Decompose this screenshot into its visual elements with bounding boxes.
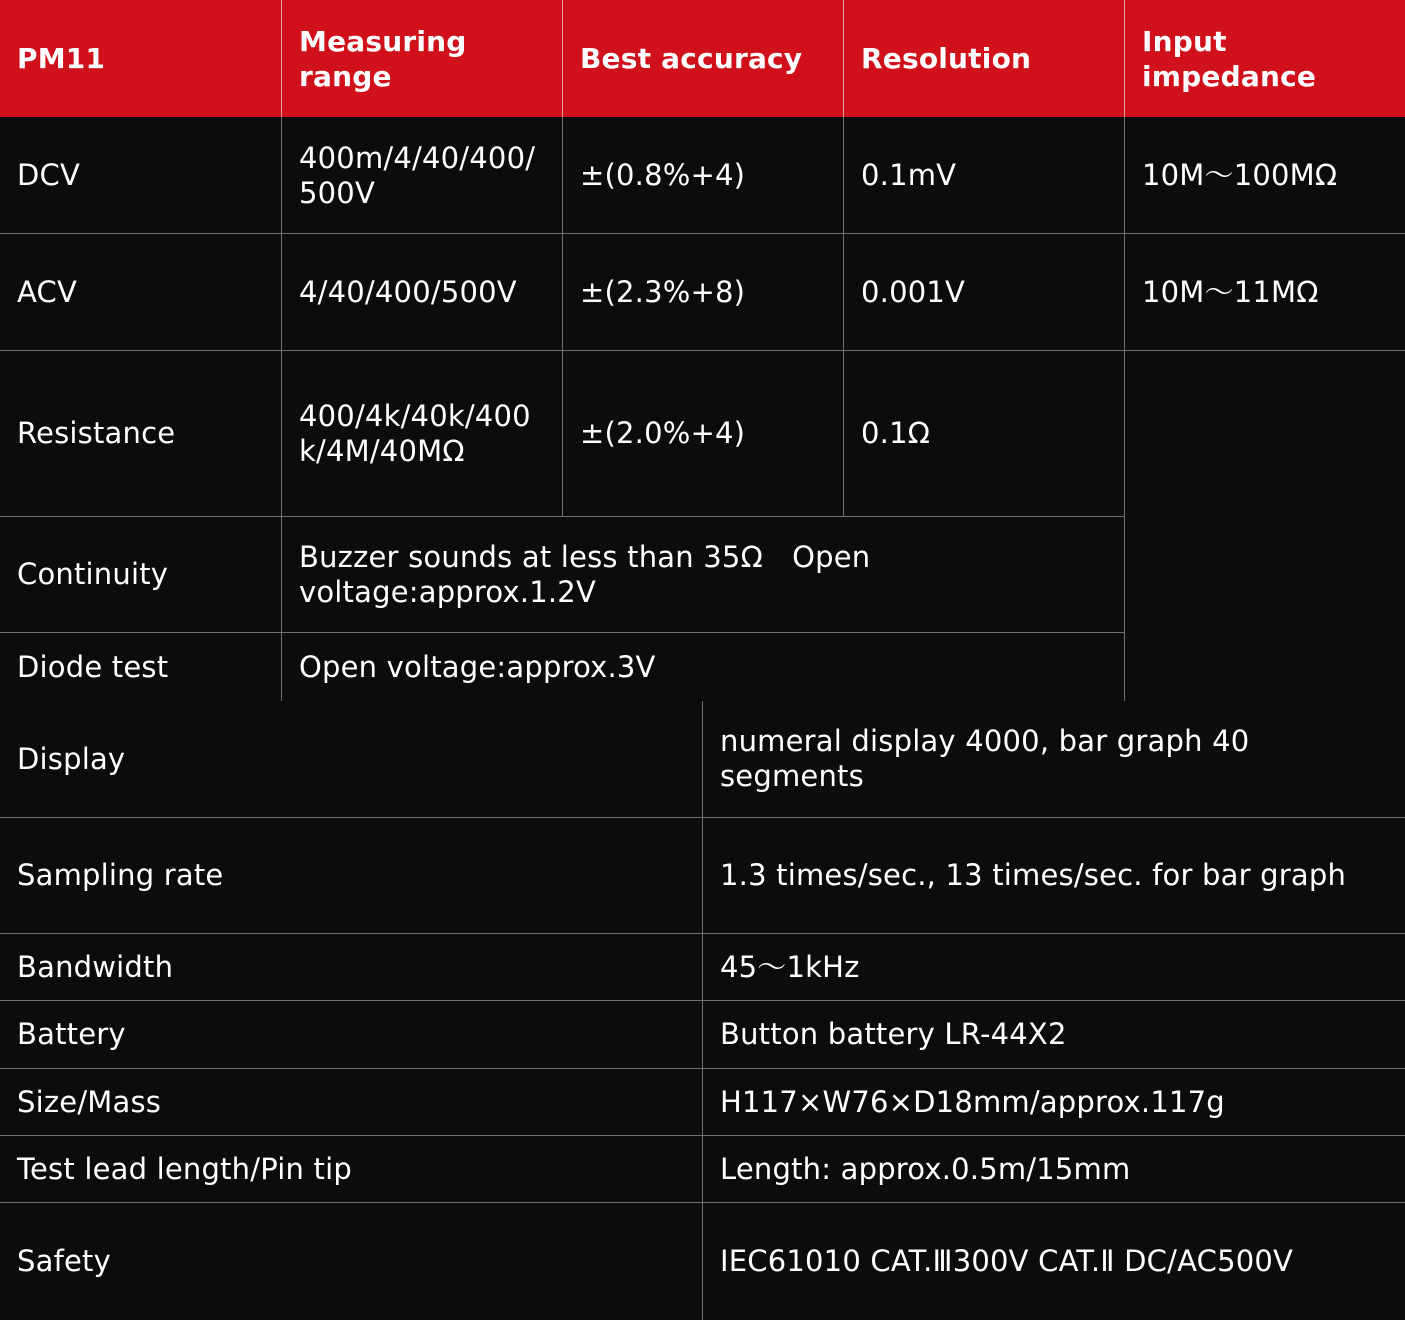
resistance-resolution: 0.1Ω (844, 351, 1125, 517)
header-resolution: Resolution (844, 0, 1125, 118)
function-name-dcv: DCV (0, 118, 282, 234)
continuity-spec: Buzzer sounds at less than 35Ω Open voltage:approx.1.2V (282, 517, 1125, 633)
header-input-impedance: Input impedance (1125, 0, 1405, 118)
spec-label-display: Display (0, 701, 703, 818)
diode-test-spec: Open voltage:approx.3V (282, 633, 1125, 701)
dcv-range: 400m/4/40/400/ 500V (282, 118, 563, 234)
spec-label-test-lead: Test lead length/Pin tip (0, 1136, 703, 1203)
acv-resolution: 0.001V (844, 234, 1125, 351)
spec-value-bandwidth: 45～1kHz (703, 934, 1405, 1001)
dcv-impedance: 10M～100MΩ (1125, 118, 1405, 234)
function-name-acv: ACV (0, 234, 282, 351)
function-name-diode-test: Diode test (0, 633, 282, 701)
impedance-empty-area (1125, 351, 1405, 701)
acv-impedance: 10M～11MΩ (1125, 234, 1405, 351)
spec-value-battery: Button battery LR-44X2 (703, 1001, 1405, 1069)
spec-value-test-lead: Length: approx.0.5m/15mm (703, 1136, 1405, 1203)
spec-value-display: numeral display 4000, bar graph 40 segments (703, 701, 1405, 818)
acv-range: 4/40/400/500V (282, 234, 563, 351)
dcv-accuracy: ±(0.8%+4) (563, 118, 844, 234)
header-model: PM11 (0, 0, 282, 118)
function-name-continuity: Continuity (0, 517, 282, 633)
header-measuring-range: Measuring range (282, 0, 563, 118)
spec-label-safety: Safety (0, 1203, 703, 1320)
resistance-accuracy: ±(2.0%+4) (563, 351, 844, 517)
spec-label-bandwidth: Bandwidth (0, 934, 703, 1001)
resistance-range: 400/4k/40k/400 k/4M/40MΩ (282, 351, 563, 517)
function-name-resistance: Resistance (0, 351, 282, 517)
spec-label-sampling-rate: Sampling rate (0, 818, 703, 934)
spec-value-safety: IEC61010 CAT.Ⅲ300V CAT.Ⅱ DC/AC500V (720, 1244, 1294, 1278)
spec-value-sampling-rate: 1.3 times/sec., 13 times/sec. for bar graph (703, 818, 1405, 934)
dcv-resolution: 0.1mV (844, 118, 1125, 234)
spec-label-size-mass: Size/Mass (0, 1069, 703, 1136)
spec-value-size-mass: H117×W76×D18mm/approx.117g (703, 1069, 1405, 1136)
header-best-accuracy: Best accuracy (563, 0, 844, 118)
spec-label-battery: Battery (0, 1001, 703, 1069)
acv-accuracy: ±(2.3%+8) (563, 234, 844, 351)
